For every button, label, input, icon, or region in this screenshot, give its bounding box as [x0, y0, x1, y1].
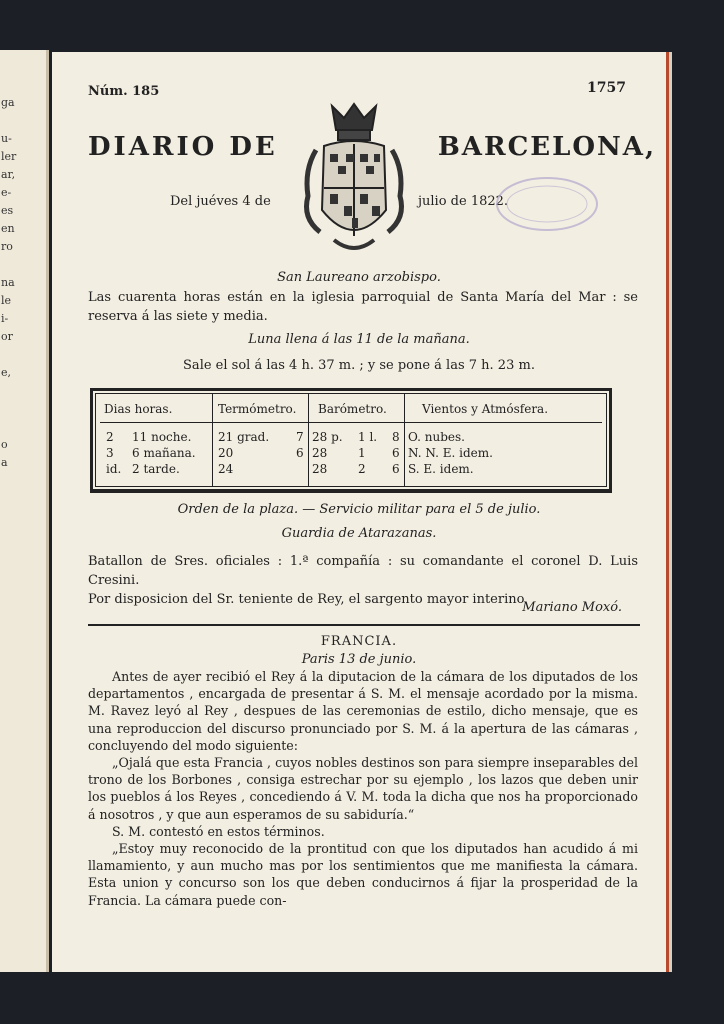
section-divider [88, 624, 640, 626]
facing-page-fragment: a [1, 456, 8, 469]
facing-page-fragment [1, 382, 16, 400]
article-paragraph: S. M. contestó en estos términos. [112, 823, 325, 839]
weather-cell-dia: id. [106, 462, 122, 476]
guardia-heading: Guardia de Atarazanas. [281, 526, 437, 541]
weather-table [90, 388, 612, 493]
facing-page-edge [0, 50, 49, 972]
library-stamp-icon [492, 172, 602, 236]
issue-number: Núm. 185 [88, 84, 160, 99]
masthead-title-right: BARCELONA, [437, 132, 656, 162]
moon-phase: Luna llena á las 11 de la mañana. [248, 332, 470, 347]
weather-cell-termo-frac: 7 [296, 430, 304, 444]
weather-header-days: Dias horas. [104, 402, 173, 416]
facing-page-fragment: e- [1, 186, 12, 199]
facing-page-text-fragments [1, 94, 16, 472]
date-left: Del juéves 4 de [170, 194, 271, 209]
batallon-line: Batallon de Sres. oficiales : 1.ª compañía : su comandante el coronel D. Luis Cresini. [88, 554, 638, 588]
facing-page-fragment: i- [1, 312, 9, 325]
facing-page-fragment [1, 346, 16, 364]
weather-cell-dia: 3 [106, 446, 114, 460]
facing-page-fragment: o [1, 438, 8, 451]
weather-cell-hora: 6 mañana. [132, 446, 196, 460]
page-number: 1757 [587, 80, 626, 96]
facing-page-fragment [1, 400, 16, 418]
weather-cell-viento: N. N. E. idem. [408, 446, 493, 460]
article-paragraph: „Estoy muy reconocido de la prontitud con que los diputados han acudido á mi llamamiento, y aun mucho mas por los sentimientos que me manifiesta la cámara. Esta union y concurso son los que deben conducirnos á fijar la prosperidad de la Francia. La cámara puede con- [88, 841, 638, 908]
masthead-title-left: DIARIO DE [88, 132, 278, 162]
weather-cell-dia: 2 [106, 430, 114, 444]
weather-cell-baro-p: 28 [312, 462, 328, 476]
facing-page-fragment: ro [1, 240, 13, 253]
facing-page-fragment: ar, [1, 168, 16, 181]
facing-page-fragment: u- [1, 132, 12, 145]
weather-header-thermometer: Termómetro. [218, 402, 297, 416]
section-title: FRANCIA. [320, 634, 398, 649]
weather-cell-baro-frac: 6 [392, 446, 400, 460]
facing-page-fragment: e, [1, 366, 12, 379]
weather-header-winds: Vientos y Atmósfera. [422, 402, 549, 416]
weather-cell-baro-l: 1 [358, 446, 366, 460]
article-paragraph: „Ojalá que esta Francia , cuyos nobles destinos son para siempre inseparables del trono de los Borbones , consiga estrechar por su ejemplo , los lazos que deben unir los pueblos á los Reyes , concediendo á V. M. toda la dicha que nos ha proporcionado á nosotros , y que aun esperamos de su sabiduría.“ [88, 755, 638, 822]
weather-cell-baro-l: 2 [358, 462, 366, 476]
weather-cell-termo: 21 grad. [218, 430, 270, 444]
weather-cell-termo: 24 [218, 462, 234, 476]
weather-cell-baro-frac: 6 [392, 462, 400, 476]
article-body [88, 668, 638, 909]
dateline: Paris 13 de junio. [301, 652, 417, 667]
facing-page-fragment: es [1, 204, 14, 217]
weather-cell-baro-frac: 8 [392, 430, 400, 444]
facing-page-fragment [1, 112, 16, 130]
signature-line: Mariano Moxó. [522, 600, 622, 615]
facing-page-fragment: en [1, 222, 15, 235]
facing-page-fragment: na [1, 276, 15, 289]
weather-cell-viento: O. nubes. [408, 430, 465, 444]
weather-cell-baro-l: 1 l. [358, 430, 378, 444]
facing-page-fragment: or [1, 330, 13, 343]
weather-cell-viento: S. E. idem. [408, 462, 474, 476]
weather-cell-termo-frac: 6 [296, 446, 304, 460]
saint-of-day: San Laureano arzobispo. [277, 270, 441, 285]
facing-page-fragment [1, 418, 16, 436]
facing-page-fragment: ga [1, 96, 15, 109]
newspaper-page [52, 52, 666, 972]
orden-de-la-plaza: Orden de la plaza. — Servicio militar para el 5 de julio. [177, 502, 541, 517]
weather-cell-termo: 20 [218, 446, 234, 460]
weather-cell-baro-p: 28 p. [312, 430, 343, 444]
facing-page-fragment: le [1, 294, 12, 307]
disposicion-line: Por disposicion del Sr. teniente de Rey, el sargento mayor interino [88, 592, 525, 607]
facing-page-fragment [1, 256, 16, 274]
sunrise-sunset: Sale el sol á las 4 h. 37 m. ; y se pone á las 7 h. 23 m. [183, 358, 535, 373]
weather-cell-hora: 2 tarde. [132, 462, 180, 476]
date-right: julio de 1822. [418, 194, 509, 209]
facing-page-fragment: ler [1, 150, 17, 163]
weather-cell-baro-p: 28 [312, 446, 328, 460]
weather-cell-hora: 11 noche. [132, 430, 192, 444]
coat-of-arms-icon [294, 100, 414, 260]
article-paragraph: Antes de ayer recibió el Rey á la diputacion de la cámara de los diputados de los departamentos , encargada de presentar á S. M. el mensaje acordado por la misma. M. Ravez leyó al Rey , despues de las ceremonias de estilo, dicho mensaje, que es una reproduccion del discurso pronunciado por S. M. á la apertura de las cámaras , concluyendo del modo siguiente: [88, 669, 638, 753]
weather-header-barometer: Barómetro. [318, 402, 387, 416]
cuarenta-horas-notice: Las cuarenta horas están en la iglesia parroquial de Santa María del Mar : se reserva á las siete y media. [88, 290, 638, 324]
